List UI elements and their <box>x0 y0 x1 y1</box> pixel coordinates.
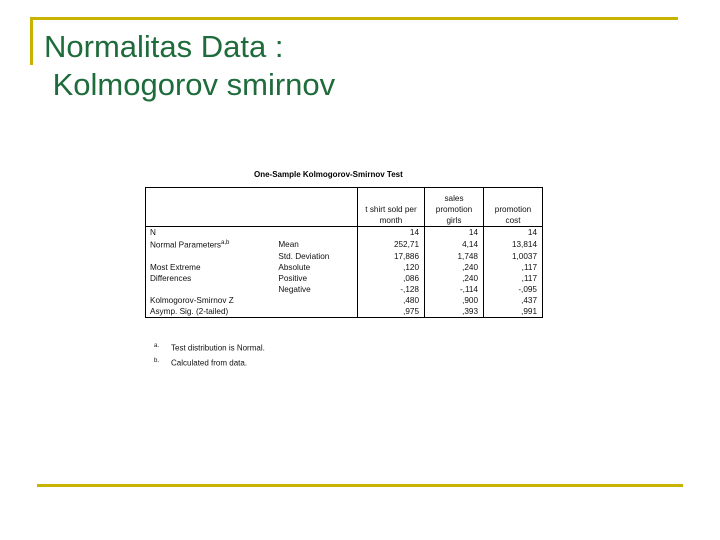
table-row <box>146 284 543 295</box>
row-group-label <box>146 238 275 251</box>
table-cell: ,480 <box>358 295 425 306</box>
table-cell: ,975 <box>358 306 425 318</box>
slide-title <box>44 28 335 104</box>
table-header-row <box>146 188 543 227</box>
row-sub-label: Positive <box>278 273 308 283</box>
footnote-text: Test distribution is Normal. <box>171 343 265 353</box>
table-cell: ,120 <box>358 262 425 273</box>
table-cell: ,086 <box>358 273 425 284</box>
table-cell: ,117 <box>484 273 543 284</box>
row-group-label <box>146 251 275 262</box>
table-row <box>146 251 543 262</box>
bottom-accent-rule <box>37 484 683 487</box>
row-group-text: Differences <box>150 273 192 283</box>
table-cell: 4,14 <box>425 238 484 251</box>
row-group-text: N <box>150 228 156 237</box>
table-cell: 13,814 <box>484 238 543 251</box>
row-group-label <box>146 306 275 318</box>
slide-title-line2: Kolmogorov smirnov <box>44 67 336 102</box>
slide-title-line1: Normalitas Data : <box>44 29 284 64</box>
top-accent-rule <box>30 17 678 20</box>
footnote-mark: b. <box>154 357 160 364</box>
table-cell: 17,886 <box>358 251 425 262</box>
table-row <box>146 306 543 318</box>
table-row <box>146 273 543 284</box>
table-cell: ,437 <box>484 295 543 306</box>
table-cell: ,393 <box>425 306 484 318</box>
table-cell: 1,0037 <box>484 251 543 262</box>
table-row <box>146 238 543 251</box>
column-header: t shirt sold per month <box>358 188 425 227</box>
table-cell: ,900 <box>425 295 484 306</box>
footnote-mark: a. <box>154 343 160 349</box>
row-group-text: Most Extreme <box>150 262 201 272</box>
footnote <box>154 355 265 370</box>
table-cell: 14 <box>425 227 484 239</box>
row-superscript: a,b <box>220 240 230 246</box>
header-blank <box>274 188 357 227</box>
table-caption: One-Sample Kolmogorov-Smirnov Test <box>254 170 403 179</box>
ks-test-table <box>145 187 543 318</box>
row-sub-label: Std. Deviation <box>278 251 330 261</box>
table-cell: 1,748 <box>425 251 484 262</box>
table-cell: ,240 <box>425 273 484 284</box>
row-group-text: Kolmogorov-Smirnov Z <box>150 295 234 305</box>
row-group-label <box>146 273 275 284</box>
row-group-label <box>146 295 275 306</box>
row-group-text: Normal Parameters <box>150 240 221 250</box>
header-blank <box>146 188 275 227</box>
column-header: sales promotion girls <box>425 188 484 227</box>
row-sub-label <box>274 306 357 318</box>
row-group-text: Asymp. Sig. (2-tailed) <box>150 306 229 316</box>
row-group-label <box>146 227 275 239</box>
row-sub-label: Negative <box>278 284 311 294</box>
footnote <box>154 340 265 355</box>
table-cell: ,240 <box>425 262 484 273</box>
table-cell: 14 <box>484 227 543 239</box>
table-cell: -,114 <box>425 284 484 295</box>
row-group-label <box>146 284 275 295</box>
table-cell: -,128 <box>358 284 425 295</box>
footnotes <box>154 340 265 369</box>
row-sub-label <box>274 227 357 239</box>
table-cell: ,991 <box>484 306 543 318</box>
row-sub-label: Absolute <box>278 262 311 272</box>
table-cell: 252,71 <box>358 238 425 251</box>
table-cell: ,117 <box>484 262 543 273</box>
left-accent-rule <box>30 17 33 65</box>
row-sub-label <box>274 295 357 306</box>
table-cell: 14 <box>358 227 425 239</box>
column-header: promotion cost <box>484 188 543 227</box>
table-cell: -,095 <box>484 284 543 295</box>
footnote-text: Calculated from data. <box>171 358 248 368</box>
row-group-label <box>146 262 275 273</box>
table-row <box>146 295 543 306</box>
table-row <box>146 262 543 273</box>
row-sub-label: Mean <box>278 239 299 249</box>
table-row <box>146 227 543 239</box>
